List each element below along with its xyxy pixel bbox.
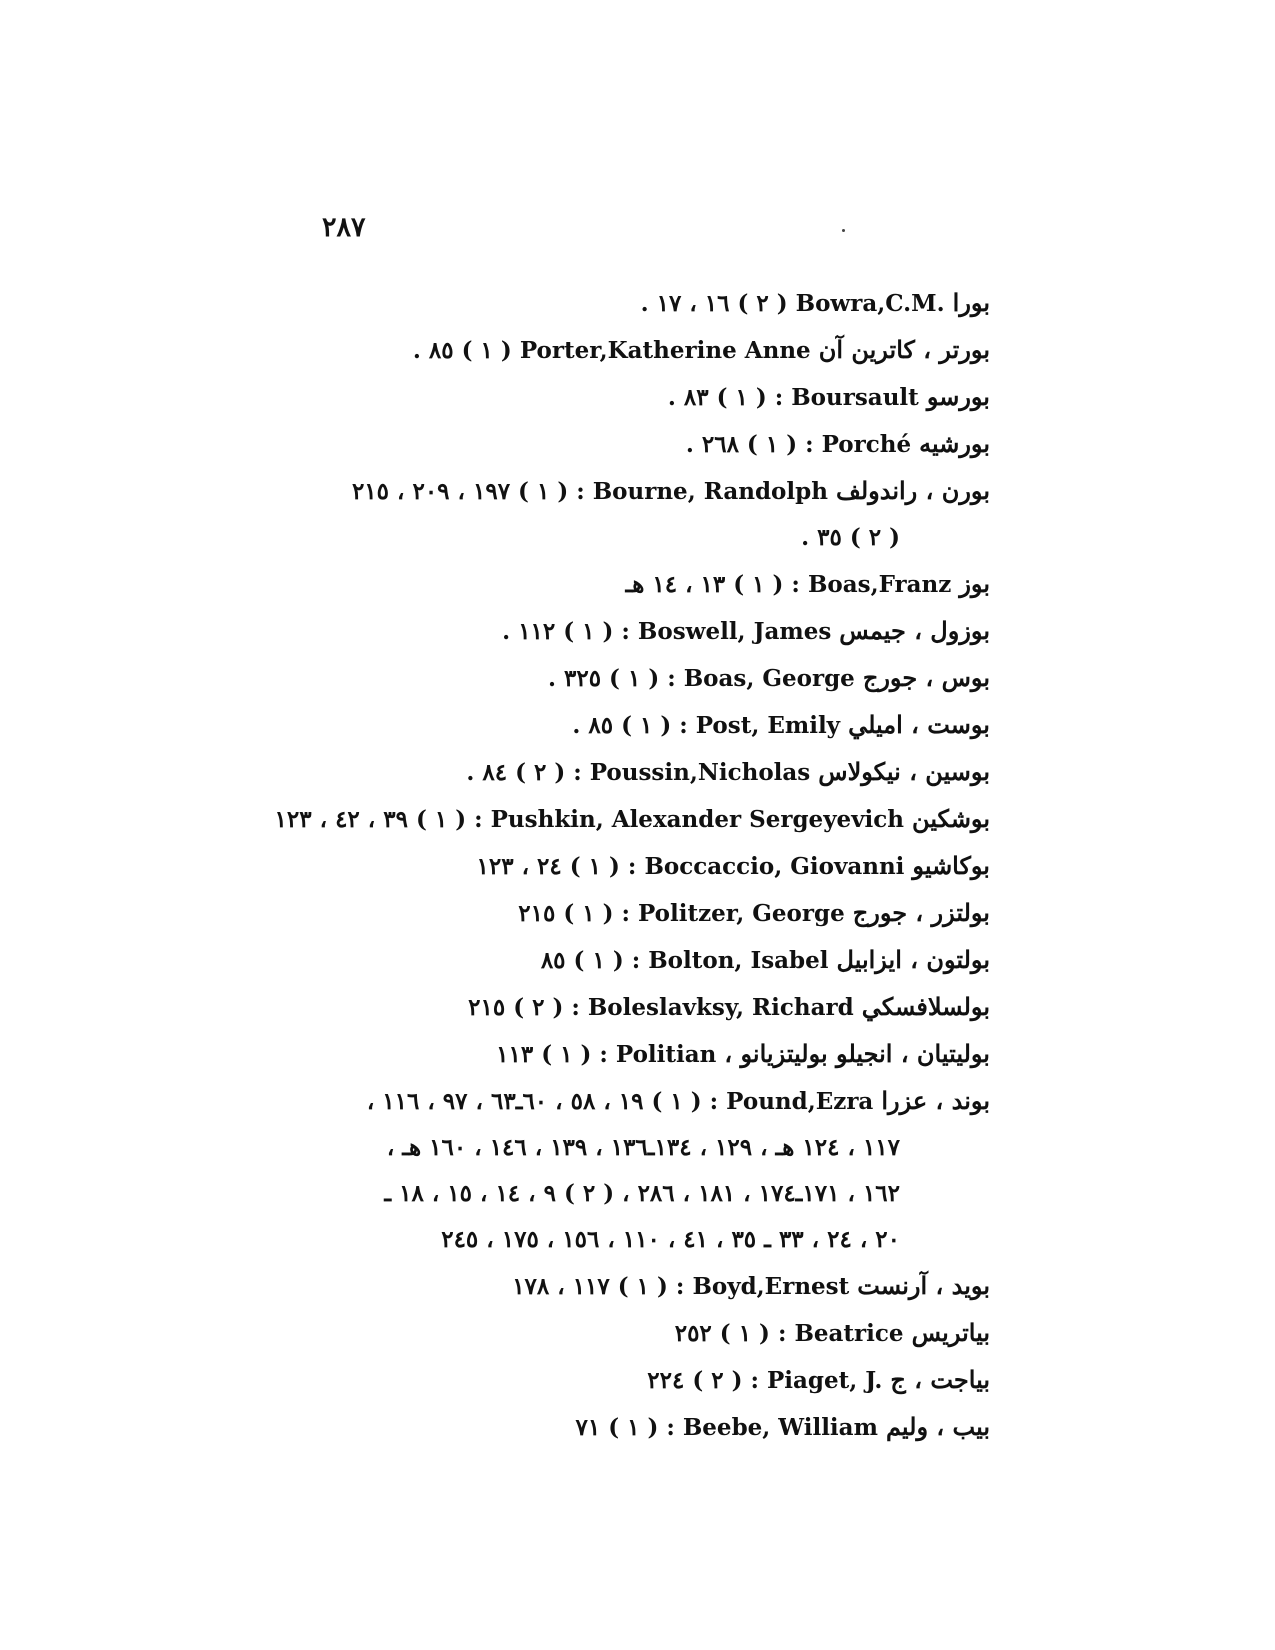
index-entry-block [262, 1078, 990, 1263]
entry-arabic-name: بويد ، آرنست [857, 1271, 990, 1300]
index-entry [262, 1078, 990, 1125]
entry-latin-name: Pushkin, Alexander Sergeyevich [490, 806, 905, 833]
entry-page-refs: : ( ١ ) ١٣ ، ١٤ هـ [625, 571, 800, 598]
entry-arabic-name: بياتريس [911, 1318, 990, 1347]
entry-latin-name: Piaget, J. [766, 1367, 883, 1394]
entry-latin-name: Boursault [791, 384, 919, 411]
entry-latin-name: Beebe, William [682, 1414, 878, 1441]
entry-page-refs: : ( ١ ) ١١٧ ، ١٧٨ [512, 1273, 685, 1300]
entry-latin-name: Politzer, George [638, 900, 845, 927]
entry-page-refs: : ( ١ ) ٨٥ . [572, 712, 688, 739]
index-entry [262, 843, 990, 890]
name-index [262, 280, 990, 1451]
entry-page-refs: : ( ١ ) ٣٩ ، ٤٢ ، ١٢٣ [274, 806, 483, 833]
entry-arabic-name: بورسو [926, 382, 990, 411]
page-number: ٢٨٧ [322, 212, 366, 243]
entry-page-refs: : ( ١ ) ١١٣ [496, 1041, 608, 1068]
entry-latin-name: Boswell, James [637, 618, 832, 645]
entry-arabic-name: بورشيه [919, 429, 990, 458]
entry-arabic-name: بولتزر ، جورج [852, 898, 990, 927]
index-entry [262, 1404, 990, 1451]
entry-continuation-line: ١٦٢ ، ١٧١ـ١٧٤ ، ١٨١ ، ٢٨٦ ، ( ٢ ) ٩ ، ١٤ ، ١٥ ، ١٨ ـ [384, 1180, 900, 1207]
entry-page-refs: : ( ٢ ) ٨٤ . [466, 759, 582, 786]
entry-latin-name: Bowra,C.M. [795, 290, 945, 317]
entry-page-refs: : ( ١ ) ٧١ [575, 1414, 675, 1441]
entry-latin-name: Bolton, Isabel [648, 947, 829, 974]
entry-latin-name: Bourne, Randolph [592, 478, 828, 505]
index-entry [262, 1263, 990, 1310]
entry-arabic-name: بياجت ، ج [890, 1365, 990, 1394]
index-entry [262, 561, 990, 608]
index-entry [262, 1357, 990, 1404]
entry-arabic-name: بوليتيان ، انجيلو بوليتزيانو ، [724, 1039, 990, 1068]
entry-arabic-name: بورتر ، كاترين آن [818, 335, 990, 364]
index-entry [262, 608, 990, 655]
entry-latin-name: Politian [615, 1041, 717, 1068]
entry-arabic-name: بوسين ، نيكولاس [818, 757, 990, 786]
entry-latin-name: Boas,Franz [807, 571, 952, 598]
index-entry [262, 937, 990, 984]
entry-page-refs: ( ٢ ) ١٦ ، ١٧ . [640, 290, 788, 317]
entry-latin-name: Porché [821, 431, 912, 458]
entry-latin-name: Boccaccio, Giovanni [644, 853, 905, 880]
entry-page-refs: : ( ٢ ) ٢١٥ [468, 994, 580, 1021]
entry-page-refs: ( ١ ) ٨٥ . [412, 337, 512, 364]
entry-page-refs: : ( ٢ ) ٢٢٤ [647, 1367, 759, 1394]
index-entry [262, 374, 990, 421]
entry-latin-name: Pound,Ezra [726, 1088, 874, 1115]
print-speck [842, 229, 845, 232]
entry-continuation-line: ١١٧ ، ١٢٤ هـ ، ١٢٩ ، ١٣٤ـ١٣٦ ، ١٣٩ ، ١٤٦ ، ١٦٠ هـ ، [386, 1134, 900, 1161]
index-entry [262, 327, 990, 374]
entry-page-refs: : ( ١ ) ٣٢٥ . [547, 665, 676, 692]
entry-arabic-name: بوشكين [912, 804, 990, 833]
entry-arabic-name: بوس ، جورج [862, 663, 990, 692]
entry-page-refs: : ( ١ ) ٢٤ ، ١٢٣ [476, 853, 637, 880]
index-entry [262, 890, 990, 937]
entry-arabic-name: بوند ، عزرا [881, 1086, 990, 1115]
entry-latin-name: Post, Emily [695, 712, 841, 739]
index-entry [262, 421, 990, 468]
entry-arabic-name: بولسلافسكي [861, 992, 990, 1021]
index-entry [262, 1031, 990, 1078]
entry-page-refs: : ( ١ ) ١٩٧ ، ٢٠٩ ، ٢١٥ [351, 478, 585, 505]
index-entry [262, 468, 990, 515]
entry-page-refs: : ( ١ ) ٢١٥ [518, 900, 630, 927]
index-entry [262, 1310, 990, 1357]
entry-arabic-name: بوز [959, 569, 990, 598]
index-entry [262, 984, 990, 1031]
entry-page-refs: : ( ١ ) ١٩ ، ٥٨ ، ٦٠ـ٦٣ ، ٩٧ ، ١١٦ ، [366, 1088, 719, 1115]
entry-arabic-name: بورن ، راندولف [835, 476, 990, 505]
entry-latin-name: Porter,Katherine Anne [519, 337, 811, 364]
entry-page-refs: : ( ١ ) ٢٥٢ [674, 1320, 787, 1347]
entry-page-refs: : ( ١ ) ٨٥ [540, 947, 641, 974]
index-entry [262, 796, 990, 843]
index-entry [262, 655, 990, 702]
entry-latin-name: Boyd,Ernest [692, 1273, 850, 1300]
index-entry [262, 749, 990, 796]
entry-page-refs: : ( ١ ) ٢٦٨ . [685, 431, 814, 458]
entry-continuation-line: ٢٠ ، ٢٤ ، ٣٣ ـ ٣٥ ، ٤١ ، ١١٠ ، ١٥٦ ، ١٧٥ ، ٢٤٥ [441, 1226, 900, 1253]
entry-continuation-line: ( ٢ ) ٣٥ . [801, 524, 900, 551]
index-entry [262, 702, 990, 749]
entry-latin-name: Boleslavksy, Richard [587, 994, 854, 1021]
entry-arabic-name: بيب ، وليم [885, 1412, 990, 1441]
entry-arabic-name: بولتون ، ايزابيل [836, 945, 990, 974]
entry-latin-name: Poussin,Nicholas [589, 759, 811, 786]
entry-latin-name: Beatrice [794, 1320, 904, 1347]
index-entry [262, 280, 990, 327]
entry-arabic-name: بوست ، اميلي [848, 710, 990, 739]
entry-arabic-name: بورا [952, 288, 990, 317]
entry-page-refs: : ( ١ ) ١١٢ . [502, 618, 630, 645]
index-entry-block [262, 468, 990, 561]
entry-latin-name: Boas, George [683, 665, 855, 692]
entry-arabic-name: بوزول ، جيمس [839, 616, 990, 645]
entry-page-refs: : ( ١ ) ٨٣ . [667, 384, 784, 411]
entry-arabic-name: بوكاشيو [912, 851, 990, 880]
